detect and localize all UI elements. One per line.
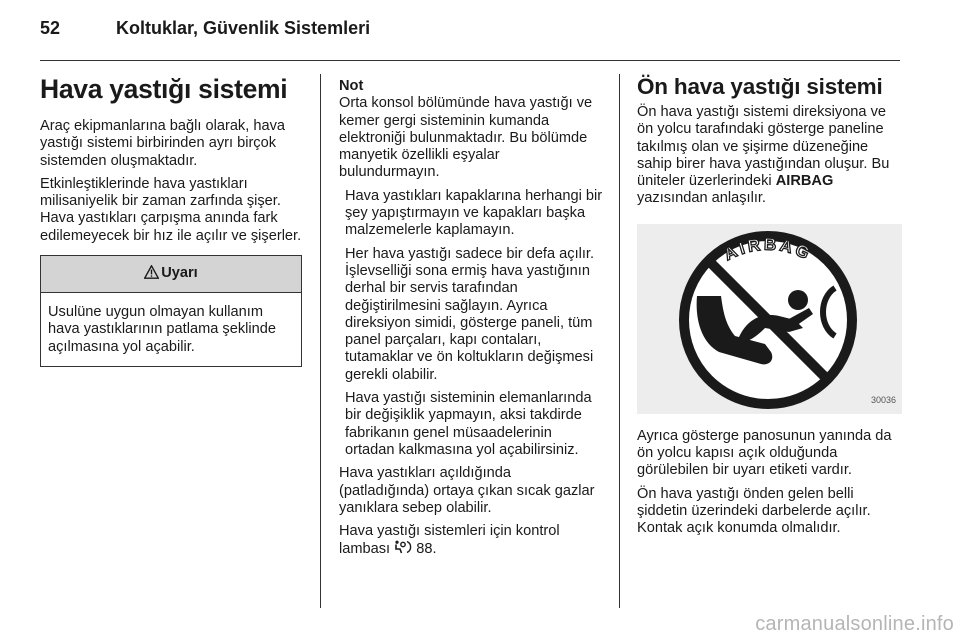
page-number: 52 <box>40 18 61 38</box>
paragraph: Etkinleştiklerinde hava yastıkları milisaniyelik bir zaman zarfında şişer. Hava yastıkları çarpışma anında fark edilemeyecek bir hız ile açılır ve şişerler. <box>40 175 302 244</box>
paragraph: Araç ekipmanlarına bağlı olarak, hava yastığı sistemi birbirinden ayrı birçok sistemden oluşmaktadır. <box>40 118 285 169</box>
paragraph: Ayrıca gösterge panosunun yanında da ön yolcu kapısı açık olduğunda görülebilen bir uyarı etiketi vardır. <box>637 427 892 479</box>
header-divider <box>40 60 900 61</box>
paragraph <box>637 104 902 208</box>
note-paragraph: Her hava yastığı sadece bir defa açılır. İşlevselliği sona ermiş hava yastığının derhal bir servis tarafından değiştirilmesini sağlayın. Ayrıca direksiyon simidi, gösterge paneli, tüm panel parçaları, kapı contaları, tutamaklar ve ön koltukların değişmesi gerekli olabilir. <box>345 245 595 383</box>
note-paragraph: Hava yastıkları kapaklarına herhangi bir şey yapıştırmayın ve kapakları başka malzemelerle kaplamayın. <box>345 187 603 239</box>
column-divider-1 <box>320 74 321 608</box>
paragraph: Hava yastıkları açıldığında (patladığında) ortaya çıkan sıcak gazlar yanıklara sebep olabilir. <box>339 465 595 516</box>
airbag-warning-label-figure <box>637 224 902 414</box>
column-divider-2 <box>619 74 620 608</box>
section-heading-airbag-system: Hava yastığı sistemi <box>40 74 288 104</box>
airbag-keyword: AIRBAG <box>775 173 834 190</box>
section-title: Koltuklar, Güvenlik Sistemleri <box>116 18 371 38</box>
warning-text: Usulüne uygun olmayan kullanım hava yastıklarının patlama şeklinde açılmasına yol açabilir. <box>48 304 276 355</box>
paragraph-text: yazısından anlaşılır. <box>637 190 766 207</box>
watermark: carmanualsonline.info <box>755 613 954 635</box>
column-3 <box>637 74 902 544</box>
note-label: Not <box>339 78 364 94</box>
column-2 <box>339 78 604 565</box>
paragraph-text: Hava yastığı sistemleri için kontrol lambası <box>339 523 560 558</box>
warning-label: Uyarı <box>161 265 198 282</box>
paragraph: Ön hava yastığı önden gelen belli şiddetin üzerindeki darbelerde açılır. Kontak açık konumda olmalıdır. <box>637 485 871 537</box>
paragraph-control-lamp <box>339 523 604 559</box>
warning-box <box>40 255 302 367</box>
figure-code: 30036 <box>870 395 896 406</box>
paragraph-text: Ön hava yastığı sistemi direksiyona ve ön yolcu tarafındaki gösterge paneline takılmış olan ve şişirme düzeneğine sahip birer hava yastığından oluşur. Bu üniteler üzerlerindeki <box>637 104 890 190</box>
airbag-label-text: AIRBAG <box>720 234 816 264</box>
warning-triangle-icon <box>144 265 159 283</box>
airbag-warning-lamp-icon <box>394 541 416 557</box>
note-paragraph: Hava yastığı sisteminin elemanlarında bir değişiklik yapmayın, aksi takdirde fabrikanın genel müsaadelerinin ortadan kalkmasına yol açabilirsiniz. <box>345 390 592 458</box>
column-1 <box>40 74 305 367</box>
page-reference-link[interactable]: 88. <box>416 541 437 558</box>
no-rear-facing-child-seat-icon <box>637 224 902 414</box>
note-paragraph: Orta konsol bölümünde hava yastığı ve kemer gergi sisteminin kumanda elektroniği bulunmaktadır. Bu bölümde manyetik özellikli eşyalar bulundurmayın. <box>339 95 593 181</box>
section-heading-front-airbag: Ön hava yastığı sistemi <box>637 74 883 99</box>
warning-header <box>41 256 301 293</box>
